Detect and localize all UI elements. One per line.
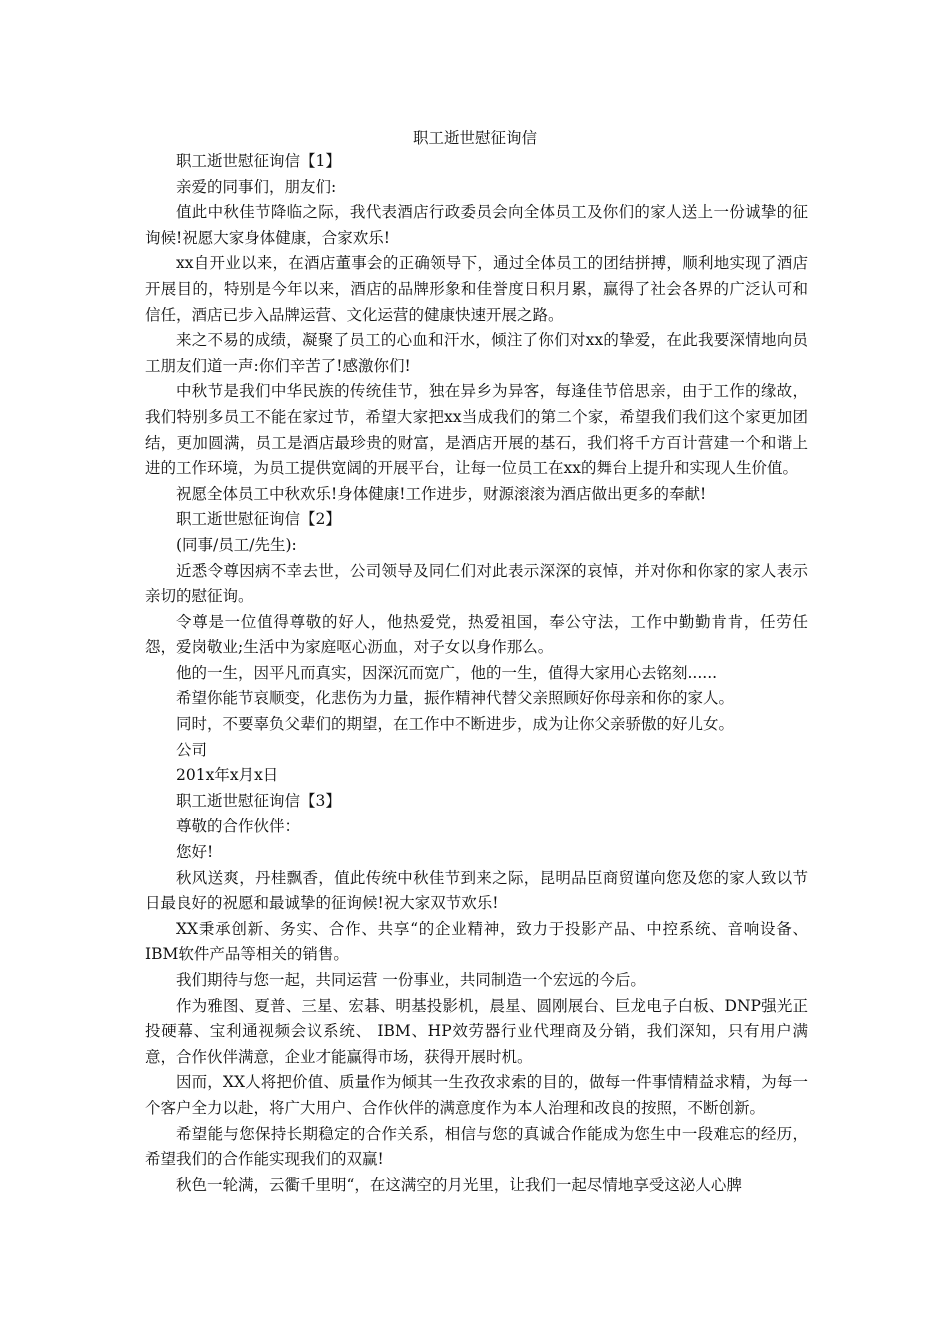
paragraph: 令尊是一位值得尊敬的好人，他热爱党，热爱祖国，奉公守法，工作中勤勤肯肯，任劳任怨，爱岗敬业;生活中为家庭呕心沥血，对子女以身作那么。 [145, 612, 808, 657]
paragraph: 他的一生，因平凡而真实，因深沉而宽广，他的一生，值得大家用心去铭刻...... [176, 663, 718, 682]
salutation: (同事/员工/先生): [176, 535, 297, 554]
salutation: 尊敬的合作伙伴： [176, 817, 301, 836]
paragraph: 我们期待与您一起，共同运营 一份事业，共同制造一个宏远的今后。 [176, 971, 646, 989]
paragraph: 来之不易的成绩，凝聚了员工的心血和汗水，倾注了你们对xx的挚爱，在此我要深情地向员工朋友们道一声:你们辛苦了!感激你们! [145, 331, 808, 375]
salutation: 亲爱的同事们，朋友们: [176, 177, 337, 196]
greeting: 您好! [176, 843, 214, 862]
section-heading: 职工逝世慰征询信【2】 [176, 510, 341, 529]
paragraph: 值此中秋佳节降临之际，我代表酒店行政委员会向全体员工及你们的家人送上一份诚挚的征询候!祝愿大家身体健康，合家欢乐! [145, 203, 808, 247]
paragraph: 秋色一轮满，云衢千里明“，在这满空的月光里，让我们一起尽情地享受这泌人心脾 [176, 1175, 742, 1194]
paragraph: xx自开业以来，在酒店董事会的正确领导下，通过全体员工的团结拼搏，顺利地实现了酒店开展目的，特别是今年以来，酒店的品牌形象和佳誉度日积月累，赢得了社会各界的广泛认可和信任，酒店已步入品牌运营、文化运营的健康快速开展之路。 [145, 254, 808, 324]
section-heading: 职工逝世慰征询信【3】 [176, 791, 341, 810]
paragraph: 作为雅图、夏普、三星、宏碁、明基投影机，晨星、圆刚展台、巨龙电子白板、DNP强光正投硬幕、宝利通视频会议系统、 IBM、HP效劳器行业代理商及分销，我们深知，只有用户满意，合作伙伴满意，企业才能赢得市场，获得开展时机。 [145, 996, 808, 1066]
paragraph: 同时，不要辜负父辈们的期望，在工作中不断进步，成为让你父亲骄傲的好儿女。 [176, 715, 735, 734]
paragraph: 近悉令尊因病不幸去世，公司领导及同仁们对此表示深深的哀悼，并对你和你家的家人表示亲切的慰征询。 [145, 561, 808, 606]
paragraph: XX秉承创新、务实、合作、共享“的企业精神，致力于投影产品、中控系统、音响设备、IBM软件产品等相关的销售。 [145, 919, 808, 964]
section-heading: 职工逝世慰征询信【1】 [176, 152, 341, 170]
paragraph: 希望你能节哀顺变，化悲伤为力量，振作精神代替父亲照顾好你母亲和你的家人。 [176, 689, 735, 708]
signature-company: 公司 [176, 740, 208, 759]
document-body [145, 149, 808, 1198]
signature-date: 201x年x月x日 [176, 766, 279, 785]
paragraph: 中秋节是我们中华民族的传统佳节，独在异乡为异客，每逢佳节倍思亲，由于工作的缘故，我们特别多员工不能在家过节，希望大家把xx当成我们的第二个家，希望我们我们这个家更加团结，更加圆满，员工是酒店最珍贵的财富，是酒店开展的基石，我们将千方百计营建一个和谐上进的工作环境，为员工提供宽阔的开展平台，让每一位员工在xx的舞台上提升和实现人生价值。 [145, 382, 808, 478]
paragraph: 祝愿全体员工中秋欢乐!身体健康!工作进步，财源滚滚为酒店做出更多的奉献! [176, 484, 707, 503]
paragraph: 希望能与您保持长期稳定的合作关系，相信与您的真诚合作能成为您生中一段难忘的经历，希望我们的合作能实现我们的双赢! [145, 1124, 808, 1169]
paragraph: 因而，XX人将把价值、质量作为倾其一生孜孜求索的目的，做每一件事情精益求精，为每一个客户全力以赴，将广大用户、合作伙伴的满意度作为本人治理和改良的按照，不断创新。 [145, 1073, 808, 1117]
paragraph: 秋风送爽，丹桂飘香，值此传统中秋佳节到来之际，昆明品臣商贸谨向您及您的家人致以节日最良好的祝愿和最诚挚的征询候!祝大家双节欢乐! [145, 868, 808, 913]
document-title: 职工逝世慰征询信 [412, 129, 537, 147]
